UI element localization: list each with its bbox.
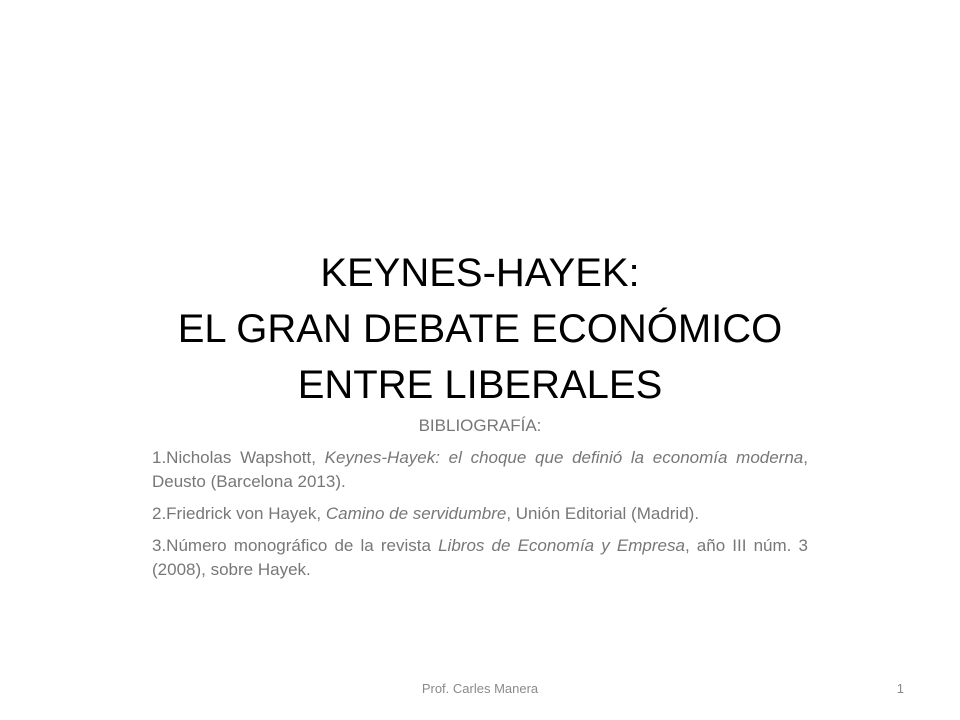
bib-item-suffix: , Deusto (Barcelona 2013).: [152, 448, 808, 491]
title-line-1: KEYNES-HAYEK:: [320, 250, 640, 295]
bibliography: [152, 414, 808, 590]
bibliography-heading: BIBLIOGRAFÍA:: [418, 416, 542, 435]
page-number: 1: [896, 681, 904, 696]
bib-item-prefix: 3.Número monográfico de la revista: [152, 536, 439, 555]
bib-item-title: Libros de Economía y Empresa: [438, 536, 685, 555]
bibliography-item-2: [152, 502, 808, 526]
bib-item-suffix: , año III núm. 3 (2008), sobre Hayek.: [152, 536, 808, 579]
bib-item-prefix: 1.Nicholas Wapshott,: [152, 448, 325, 467]
bibliography-item-1: [152, 446, 808, 494]
bib-item-suffix: , Unión Editorial (Madrid).: [506, 504, 700, 523]
title-line-2: EL GRAN DEBATE ECONÓMICO: [177, 306, 783, 351]
footer-author: Prof. Carles Manera: [421, 681, 539, 696]
title-line-3: ENTRE LIBERALES: [297, 362, 663, 407]
bib-item-title: Camino de servidumbre: [325, 504, 507, 523]
bibliography-item-3: [152, 534, 808, 582]
bib-item-prefix: 2.Friedrick von Hayek,: [152, 504, 326, 523]
slide-title: [100, 245, 860, 413]
bib-item-title: Keynes-Hayek: el choque que definió la economía moderna: [324, 448, 804, 467]
